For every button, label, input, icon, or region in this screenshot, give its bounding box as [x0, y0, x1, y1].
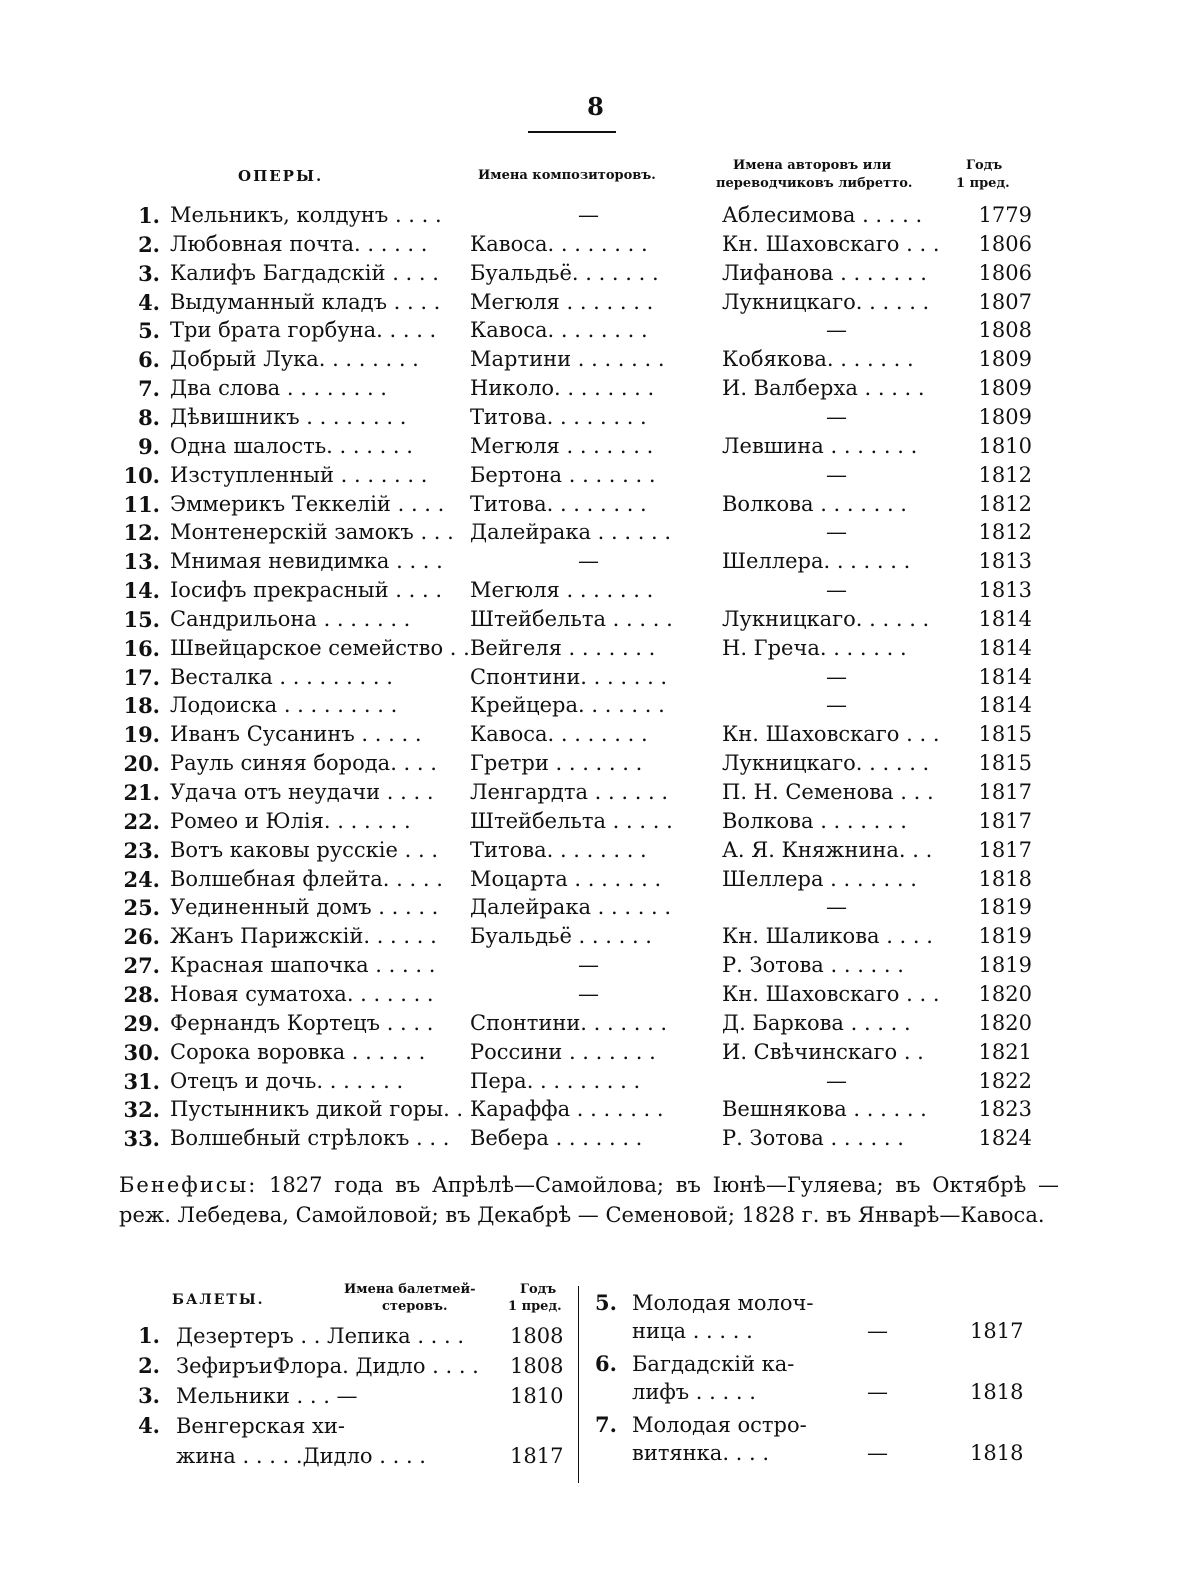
opera-composer: Кавоса. . . . . . . . [470, 318, 648, 343]
ballet-row [120, 1351, 564, 1381]
opera-number: 5. [138, 318, 160, 344]
opera-title: Удача отъ неудачи . . . . [170, 780, 434, 804]
opera-row [0, 778, 1191, 807]
opera-row [0, 605, 1191, 634]
opera-title: Сорока воровка . . . . . . [170, 1039, 426, 1064]
ballet-master-dash: — [867, 1319, 888, 1343]
opera-number: 3. [138, 260, 160, 286]
opera-number: 10. [123, 462, 160, 488]
benefit-paragraph [119, 1170, 1059, 1230]
opera-composer: Спонтини. . . . . . . [470, 664, 668, 689]
benefit-text: 1827 года въ Апрѣлѣ—Самойлова; въ Іюнѣ—Гуляева; въ Октябрѣ — реж. Лебедева, Самойловой; въ Декабрѣ — Семеновой; 1828 г. въ Январѣ—Кавоса. [119, 1173, 1059, 1227]
opera-year: 1817 [978, 808, 1032, 833]
opera-title: Любовная почта. . . . . . [170, 231, 428, 256]
opera-number: 25. [123, 895, 160, 921]
opera-author: Лукницкаго. . . . . . [722, 289, 930, 314]
ballet-number: 4. [138, 1413, 160, 1438]
year-column-header-line1: Годъ [966, 158, 1003, 173]
opera-year: 1809 [978, 404, 1032, 429]
opera-composer: Спонтини. . . . . . . [470, 1010, 668, 1035]
ballet-year: 1817 [970, 1319, 1024, 1343]
opera-row [0, 836, 1191, 865]
opera-row [0, 547, 1191, 576]
ballet-row [595, 1410, 807, 1440]
opera-title: Рауль синяя борода. . . . [170, 751, 437, 776]
opera-title: Сандрильона . . . . . . . [170, 606, 411, 631]
opera-year: 1814 [978, 606, 1032, 631]
opera-row [0, 259, 1191, 288]
opera-composer: Штейбельта . . . . . [470, 606, 673, 631]
opera-author: — [826, 664, 847, 689]
opera-year: 1808 [978, 318, 1032, 343]
ballet-entry: жина . . . . .Дидло . . . . [176, 1444, 426, 1468]
opera-composer: Караффа . . . . . . . [470, 1097, 664, 1122]
opera-year: 1817 [978, 837, 1032, 862]
opera-title: Волшебный стрѣлокъ . . . [170, 1126, 450, 1151]
ballet-number: 7. [595, 1412, 617, 1437]
opera-year: 1815 [978, 751, 1032, 776]
opera-title: Жанъ Парижскій. . . . . . [170, 924, 437, 949]
opera-number: 33. [123, 1126, 160, 1152]
opera-composer: Ленгардта . . . . . . [470, 780, 669, 804]
opera-year: 1824 [978, 1126, 1032, 1151]
opera-author: Волкова . . . . . . . [722, 491, 907, 516]
ballet-entry: ЗефиръиФлора. Дидло . . . . [176, 1354, 479, 1378]
opera-author: Р. Зотова . . . . . . [722, 953, 904, 978]
opera-composer: Далейрака . . . . . . [470, 895, 672, 920]
opera-title: Отецъ и дочь. . . . . . . [170, 1068, 404, 1093]
opera-year: 1821 [978, 1039, 1032, 1064]
opera-year: 1817 [978, 780, 1032, 804]
opera-title: Пустынникъ дикой горы. . [170, 1097, 464, 1122]
opera-number: 27. [123, 953, 160, 979]
opera-author: А. Я. Княжнина. . . [722, 837, 933, 862]
opera-number: 22. [123, 808, 160, 834]
opera-row [0, 720, 1191, 749]
opera-author: Левшина . . . . . . . [722, 433, 918, 458]
opera-year: 1812 [978, 462, 1032, 487]
opera-row [0, 980, 1191, 1009]
opera-author: Аблесимова . . . . . [722, 203, 923, 227]
opera-title: Три брата горбуна. . . . . [170, 318, 437, 343]
opera-row [0, 518, 1191, 547]
opera-composer: Николо. . . . . . . . [470, 376, 655, 401]
opera-title: Красная шапочка . . . . . [170, 953, 436, 978]
opera-year: 1814 [978, 635, 1032, 660]
opera-row [0, 749, 1191, 778]
opera-title: Выдуманный кладъ . . . . [170, 289, 441, 314]
opera-year: 1807 [978, 289, 1032, 314]
opera-composer: Мегюля . . . . . . . [470, 578, 654, 603]
opera-number: 23. [123, 837, 160, 863]
opera-year: 1818 [978, 866, 1032, 891]
opera-title: Фернандъ Кортецъ . . . . [170, 1010, 434, 1035]
opera-row [0, 288, 1191, 317]
opera-number: 13. [123, 549, 160, 575]
ballet-number: 5. [595, 1290, 617, 1315]
opera-year: 1823 [978, 1097, 1032, 1122]
opera-row [0, 634, 1191, 663]
opera-author: Н. Греча. . . . . . . [722, 635, 907, 660]
opera-number: 15. [123, 606, 160, 632]
opera-year: 1820 [978, 981, 1032, 1006]
opera-year: 1810 [978, 433, 1032, 458]
opera-composer: Крейцера. . . . . . . [470, 693, 665, 718]
ballet-masters-header-line2: стеровъ. [382, 1299, 448, 1314]
opera-composer: Кавоса. . . . . . . . [470, 231, 648, 256]
opera-year: 1779 [978, 203, 1032, 227]
opera-number: 16. [123, 635, 160, 661]
opera-row [0, 1009, 1191, 1038]
opera-author: Д. Баркова . . . . . [722, 1010, 911, 1035]
opera-author: Лукницкаго. . . . . . [722, 751, 930, 776]
opera-author: Лифанова . . . . . . . [722, 260, 927, 285]
opera-number: 31. [123, 1068, 160, 1094]
opera-title: Волшебная флейта. . . . . [170, 866, 443, 891]
opera-title: Лодоиска . . . . . . . . . [170, 693, 398, 718]
ballet-year: 1818 [970, 1380, 1024, 1404]
opera-year: 1806 [978, 231, 1032, 256]
opera-year: 1819 [978, 953, 1032, 978]
opera-number: 32. [123, 1097, 160, 1123]
opera-year: 1806 [978, 260, 1032, 285]
ballet-title-line2: ница . . . . . [632, 1319, 753, 1343]
opera-author: — [826, 693, 847, 718]
opera-row [0, 201, 1191, 230]
opera-number: 24. [123, 866, 160, 892]
opera-title: Эммерикъ Теккелій . . . . [170, 491, 445, 516]
page-number: 8 [587, 92, 604, 121]
opera-number: 8. [138, 404, 160, 430]
ballet-row [595, 1288, 814, 1318]
opera-author: Кн. Шаховскаго . . . [722, 981, 940, 1006]
opera-author: Р. Зотова . . . . . . [722, 1126, 904, 1151]
opera-composer: Вейгеля . . . . . . . [470, 635, 656, 660]
ballet-year-header-line2: 1 пред. [508, 1299, 562, 1314]
opera-author: Кн. Шаховскаго . . . [722, 722, 940, 747]
opera-row [0, 922, 1191, 951]
opera-number: 6. [138, 347, 160, 373]
opera-title: Два слова . . . . . . . . [170, 376, 387, 401]
opera-title: Іосифъ прекрасный . . . . [170, 578, 442, 603]
opera-number: 7. [138, 376, 160, 402]
ballet-row [120, 1381, 564, 1411]
opera-author: Вешнякова . . . . . . [722, 1097, 927, 1122]
opera-number: 26. [123, 924, 160, 950]
opera-row [0, 403, 1191, 432]
opera-title: Мнимая невидимка . . . . [170, 549, 443, 574]
opera-composer: Вебера . . . . . . . [470, 1126, 643, 1151]
opera-author: И. Валберха . . . . . [722, 376, 925, 401]
ballet-number: 3. [138, 1383, 160, 1408]
composers-column-header: Имена композиторовъ. [478, 168, 656, 183]
opera-title: Уединенный домъ . . . . . [170, 895, 439, 920]
opera-number: 17. [123, 664, 160, 690]
opera-year: 1819 [978, 924, 1032, 949]
page-number-rule [528, 131, 616, 133]
opera-title: Добрый Лука. . . . . . . . [170, 347, 419, 372]
opera-row [0, 691, 1191, 720]
opera-year: 1819 [978, 895, 1032, 920]
opera-composer: Титова. . . . . . . . [470, 837, 647, 862]
opera-composer: Бертона . . . . . . . [470, 462, 656, 487]
opera-row [0, 865, 1191, 894]
opera-row [0, 316, 1191, 345]
opera-year: 1813 [978, 578, 1032, 603]
ballet-master-dash: — [867, 1441, 888, 1465]
opera-row [0, 230, 1191, 259]
opera-composer: Мегюля . . . . . . . [470, 433, 654, 458]
opera-composer: Гретри . . . . . . . [470, 751, 643, 776]
ballet-entry: Мельники . . . — [176, 1384, 358, 1408]
ballet-title-line1: Багдадскій ка- [632, 1352, 795, 1376]
opera-number: 29. [123, 1010, 160, 1036]
opera-year: 1809 [978, 347, 1032, 372]
ballet-title-line2: витянка. . . . [632, 1441, 770, 1465]
opera-title: Монтенерскій замокъ . . . [170, 520, 454, 545]
opera-row [0, 461, 1191, 490]
ballet-year: 1808 [510, 1354, 564, 1378]
ballet-number: 6. [595, 1351, 617, 1376]
opera-title: Дѣвишникъ . . . . . . . . [170, 404, 407, 429]
opera-year: 1813 [978, 549, 1032, 574]
ballet-year: 1818 [970, 1441, 1024, 1465]
ballets-column-divider [578, 1286, 579, 1483]
opera-year: 1814 [978, 693, 1032, 718]
opera-number: 19. [123, 722, 160, 748]
opera-author: — [826, 404, 847, 429]
opera-composer: Пера. . . . . . . . . [470, 1068, 641, 1093]
opera-author: — [826, 895, 847, 920]
opera-row [0, 893, 1191, 922]
opera-number: 2. [138, 231, 160, 257]
opera-row [0, 951, 1191, 980]
ballet-entry: Дезертеръ . . Лепика . . . . [176, 1324, 465, 1348]
opera-author: Лукницкаго. . . . . . [722, 606, 930, 631]
ballet-year: 1808 [510, 1324, 564, 1348]
opera-number: 21. [123, 780, 160, 805]
opera-title: Одна шалость. . . . . . . [170, 433, 413, 458]
opera-row [0, 663, 1191, 692]
ballets-heading: БАЛЕТЫ. [172, 1292, 265, 1308]
opera-author: Шеллера . . . . . . . [722, 866, 917, 891]
opera-composer: Буальдьё . . . . . . [470, 924, 652, 949]
ballet-row [595, 1349, 795, 1379]
opera-author: Шеллера. . . . . . . [722, 549, 911, 574]
opera-number: 18. [123, 693, 160, 719]
opera-row [0, 1038, 1191, 1067]
opera-composer: Штейбельта . . . . . [470, 808, 673, 833]
opera-year: 1814 [978, 664, 1032, 689]
ballet-row [120, 1411, 345, 1441]
year-column-header-line2: 1 пред. [956, 176, 1010, 191]
opera-composer: Кавоса. . . . . . . . [470, 722, 648, 747]
ballet-masters-header-line1: Имена балетмей- [344, 1282, 476, 1297]
opera-number: 30. [123, 1039, 160, 1065]
opera-author: — [826, 318, 847, 343]
opera-title: Новая суматоха. . . . . . . [170, 981, 434, 1006]
opera-author: Кн. Шаликова . . . . [722, 924, 933, 949]
opera-composer: Мегюля . . . . . . . [470, 289, 654, 314]
opera-number: 14. [123, 578, 160, 604]
opera-title: Калифъ Багдадскій . . . . [170, 260, 439, 285]
opera-title: Иванъ Сусанинъ . . . . . [170, 722, 422, 747]
opera-author: П. Н. Семенова . . . [722, 780, 934, 804]
ballet-entry: Венгерская хи- [176, 1414, 345, 1438]
opera-number: 12. [123, 520, 160, 546]
opera-composer: Мартини . . . . . . . [470, 347, 665, 372]
opera-author: — [826, 462, 847, 487]
ballet-year-header-line1: Годъ [520, 1282, 557, 1297]
opera-composer: — [578, 953, 599, 978]
opera-author: — [826, 578, 847, 603]
opera-title: Мельникъ, колдунъ . . . . [170, 203, 442, 227]
operas-heading: ОПЕРЫ. [238, 167, 324, 185]
ballet-number: 2. [138, 1353, 160, 1378]
opera-author: — [826, 520, 847, 545]
authors-column-header-line1: Имена авторовъ или [733, 158, 892, 173]
opera-row [0, 807, 1191, 836]
opera-row [0, 1095, 1191, 1124]
opera-composer: Моцарта . . . . . . . [470, 866, 662, 891]
opera-row [0, 1067, 1191, 1096]
opera-title: Ромео и Юлія. . . . . . . [170, 808, 411, 833]
opera-composer: — [578, 981, 599, 1006]
opera-title: Изступленный . . . . . . . [170, 462, 428, 487]
ballet-title-line1: Молодая остро- [632, 1413, 807, 1437]
opera-number: 28. [123, 981, 160, 1007]
opera-composer: Далейрака . . . . . . [470, 520, 672, 545]
ballet-number: 1. [138, 1323, 160, 1348]
opera-number: 20. [123, 751, 160, 777]
opera-number: 4. [138, 289, 160, 315]
opera-composer: — [578, 203, 599, 227]
ballet-row [120, 1321, 564, 1351]
opera-author: Кобякова. . . . . . . [722, 347, 914, 372]
opera-row [0, 432, 1191, 461]
opera-author: — [826, 1068, 847, 1093]
opera-year: 1812 [978, 520, 1032, 545]
ballet-title-line1: Молодая молоч- [632, 1291, 814, 1315]
benefit-label: Бенефисы: [119, 1173, 258, 1197]
opera-year: 1809 [978, 376, 1032, 401]
opera-title: Вотъ каковы русскіе . . . [170, 837, 438, 862]
opera-title: Швейцарское семейство . . [170, 635, 470, 660]
opera-number: 11. [123, 491, 160, 517]
ballet-title-line2: лифъ . . . . . [632, 1380, 756, 1404]
opera-composer: Титова. . . . . . . . [470, 491, 647, 516]
opera-row [0, 576, 1191, 605]
opera-year: 1820 [978, 1010, 1032, 1035]
opera-author: Кн. Шаховскаго . . . [722, 231, 940, 256]
opera-author: Волкова . . . . . . . [722, 808, 907, 833]
opera-number: 1. [138, 203, 160, 228]
ballet-master-dash: — [867, 1380, 888, 1404]
opera-row [0, 374, 1191, 403]
opera-row [0, 490, 1191, 519]
opera-composer: Буальдьё. . . . . . . [470, 260, 659, 285]
opera-year: 1815 [978, 722, 1032, 747]
opera-number: 9. [138, 433, 160, 459]
opera-composer: Титова. . . . . . . . [470, 404, 647, 429]
opera-year: 1822 [978, 1068, 1032, 1093]
opera-composer: — [578, 549, 599, 574]
ballet-year: 1817 [510, 1444, 564, 1468]
ballet-year: 1810 [510, 1384, 564, 1408]
opera-author: И. Свѣчинскаго . . [722, 1039, 924, 1064]
opera-year: 1812 [978, 491, 1032, 516]
authors-column-header-line2: переводчиковъ либретто. [716, 176, 913, 191]
opera-title: Весталка . . . . . . . . . [170, 664, 393, 689]
opera-row [0, 345, 1191, 374]
opera-row [0, 1124, 1191, 1153]
opera-composer: Россини . . . . . . . [470, 1039, 656, 1064]
